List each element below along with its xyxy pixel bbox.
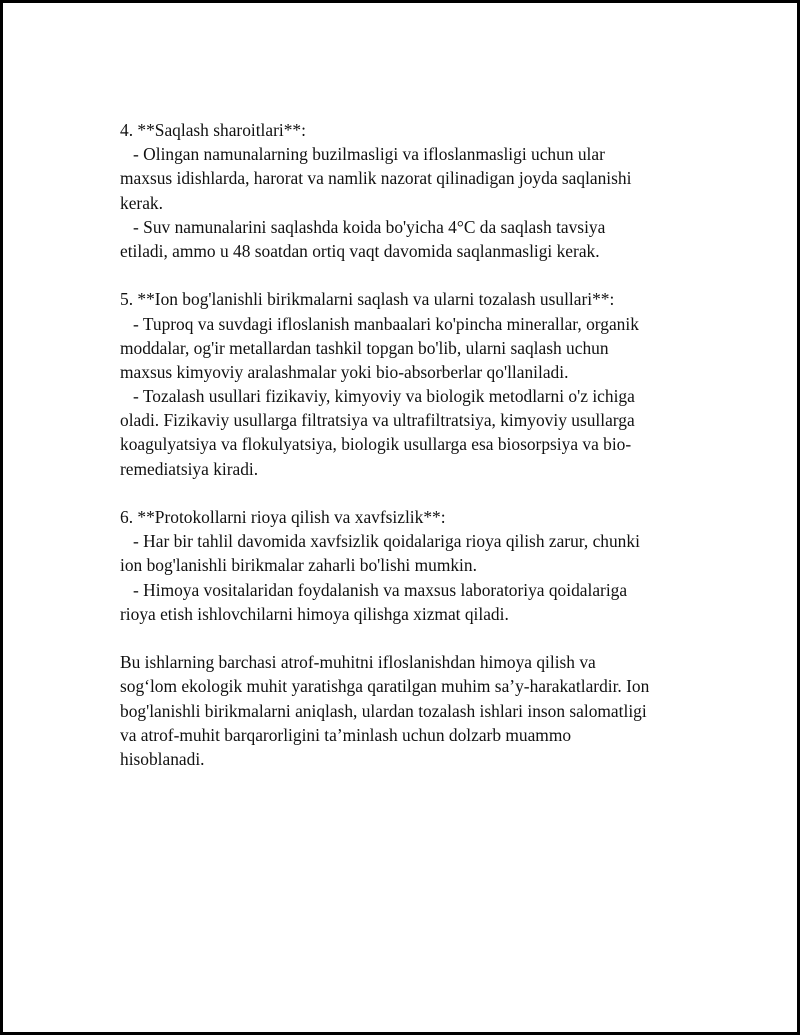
section-heading: 6. **Protokollarni rioya qilish va xavfsizlik**:: [120, 507, 446, 527]
section-line: - Har bir tahlil davomida xavfsizlik qoidalariga rioya qilish zarur, chunki: [120, 531, 640, 552]
section-line: - Suv namunalarini saqlashda koida bo'yicha 4°C da saqlash tavsiya: [120, 216, 606, 237]
conclusion-line: bog'lanishli birikmalarni aniqlash, ulardan tozalash ishlari inson salomatligi: [120, 700, 647, 721]
paragraph-gap: [120, 481, 680, 505]
conclusion-paragraph: [120, 650, 680, 771]
section-line: ion bog'lanishli birikmalar zaharli bo'lishi mumkin.: [120, 555, 477, 576]
section-5: [120, 287, 680, 481]
paragraph-gap: [120, 263, 680, 287]
section-heading: 4. **Saqlash sharoitlari**:: [120, 120, 306, 140]
conclusion-line: hisoblanadi.: [120, 748, 205, 769]
section-line: moddalar, og'ir metallardan tashkil topgan bo'lib, ularni saqlash uchun: [120, 337, 609, 358]
section-line: - Tuproq va suvdagi ifloslanish manbaalari ko'pincha minerallar, organik: [120, 313, 639, 334]
section-heading: 5. **Ion bog'lanishli birikmalarni saqlash va ularni tozalash usullari**:: [120, 289, 615, 310]
paragraph-gap: [120, 626, 680, 650]
section-line: - Olingan namunalarning buzilmasligi va ifloslanmasligi uchun ular: [120, 144, 605, 165]
section-line: maxsus idishlarda, harorat va namlik nazorat qilinadigan joyda saqlanishi: [120, 168, 632, 189]
section-4: [120, 118, 680, 263]
section-line: - Tozalash usullari fizikaviy, kimyoviy va biologik metodlarni o'z ichiga: [120, 386, 635, 407]
section-line: - Himoya vositalaridan foydalanish va maxsus laboratoriya qoidalariga: [120, 579, 628, 600]
conclusion-line: sog‘lom ekologik muhit yaratishga qaratilgan muhim sa’y-harakatlardir. Ion: [120, 676, 650, 697]
conclusion-line: Bu ishlarning barchasi atrof-muhitni ifloslanishdan himoya qilish va: [120, 652, 596, 673]
section-line: rioya etish ishlovchilarni himoya qilishga xizmat qiladi.: [120, 603, 509, 624]
section-line: etiladi, ammo u 48 soatdan ortiq vaqt davomida saqlanmasligi kerak.: [120, 240, 600, 261]
section-line: maxsus kimyoviy aralashmalar yoki bio-absorberlar qo'llaniladi.: [120, 361, 569, 382]
document-body: [120, 118, 680, 771]
section-line: koagulyatsiya va flokulyatsiya, biologik usullarga esa biosorpsiya va bio-: [120, 434, 632, 455]
section-line: kerak.: [120, 192, 163, 213]
section-line: remediatsiya kiradi.: [120, 458, 259, 479]
section-6: [120, 505, 680, 626]
section-line: oladi. Fizikaviy usullarga filtratsiya va ultrafiltratsiya, kimyoviy usullarga: [120, 410, 635, 431]
conclusion-line: va atrof-muhit barqarorligini ta’minlash uchun dolzarb muammo: [120, 724, 572, 745]
